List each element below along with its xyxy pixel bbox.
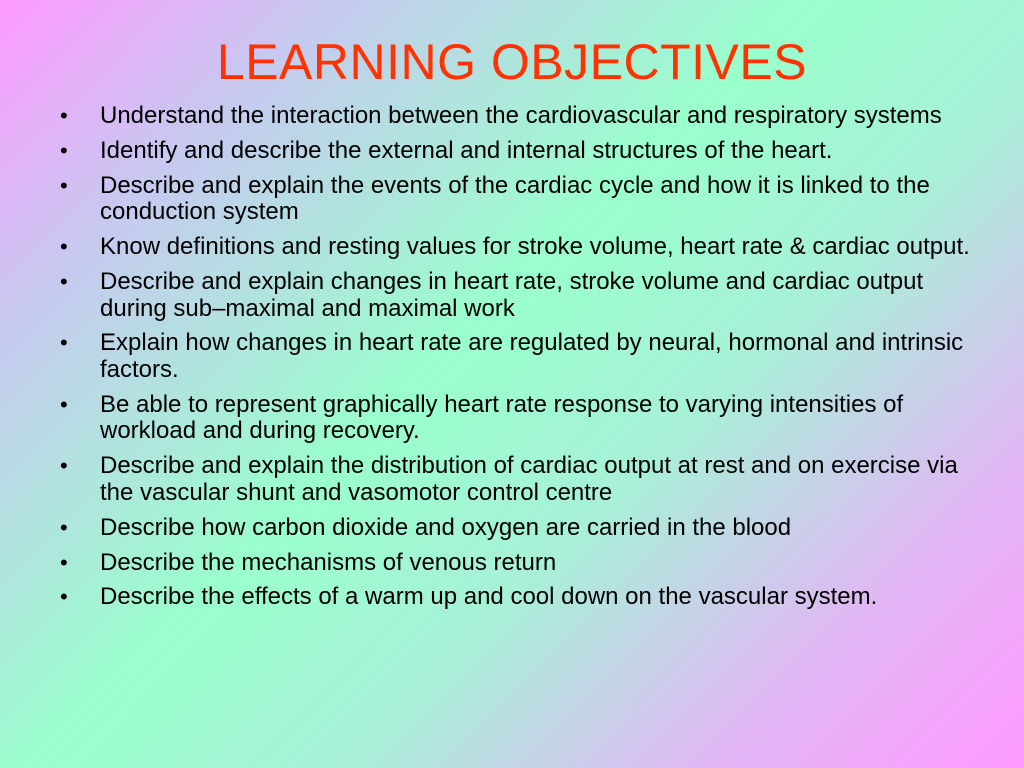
list-item-text: Describe and explain the events of the cardiac cycle and how it is linked to the conduction system <box>100 171 930 226</box>
bullet-icon: • <box>60 137 68 163</box>
list-item <box>60 584 980 611</box>
list-item <box>60 453 980 506</box>
list-item-text: Know definitions and resting values for stroke volume, heart rate & cardiac output. <box>100 233 970 261</box>
list-item-text: Understand the interaction between the cardiovascular and respiratory systems <box>100 102 942 129</box>
list-item-text: Be able to represent graphically heart rate response to varying intensities of workload and during recovery. <box>100 390 904 445</box>
list-item-text: Identify and describe the external and internal structures of the heart. <box>100 136 833 164</box>
list-item <box>60 138 980 165</box>
bullet-icon: • <box>60 103 68 128</box>
list-item <box>60 550 980 577</box>
bullet-icon: • <box>60 514 68 540</box>
slide-title: LEARNING OBJECTIVES <box>216 34 808 90</box>
list-item <box>60 173 980 226</box>
list-item-text: Explain how changes in heart rate are regulated by neural, hormonal and intrinsic factors. <box>100 329 964 383</box>
objectives-list <box>60 103 980 619</box>
bullet-icon: • <box>60 584 68 610</box>
bullet-icon: • <box>60 234 68 260</box>
list-item <box>60 392 980 445</box>
bullet-icon: • <box>60 453 68 479</box>
list-item-text: Describe and explain changes in heart rate, stroke volume and cardiac output during sub–maximal and maximal work <box>100 268 924 322</box>
list-item <box>60 515 980 542</box>
list-item-text: Describe how carbon dioxide and oxygen are carried in the blood <box>100 513 792 541</box>
list-item-text: Describe the mechanisms of venous return <box>100 548 557 576</box>
list-item-text: Describe the effects of a warm up and cool down on the vascular system. <box>100 583 878 611</box>
bullet-icon: • <box>60 172 68 198</box>
list-item-text: Describe and explain the distribution of cardiac output at rest and on exercise via the vascular shunt and vasomotor control centre <box>100 452 958 506</box>
bullet-icon: • <box>60 549 68 575</box>
list-item <box>60 234 980 261</box>
list-item <box>60 269 980 322</box>
list-item <box>60 103 980 130</box>
list-item <box>60 330 980 383</box>
bullet-icon: • <box>60 269 68 295</box>
bullet-icon: • <box>60 391 68 417</box>
bullet-icon: • <box>60 330 68 356</box>
